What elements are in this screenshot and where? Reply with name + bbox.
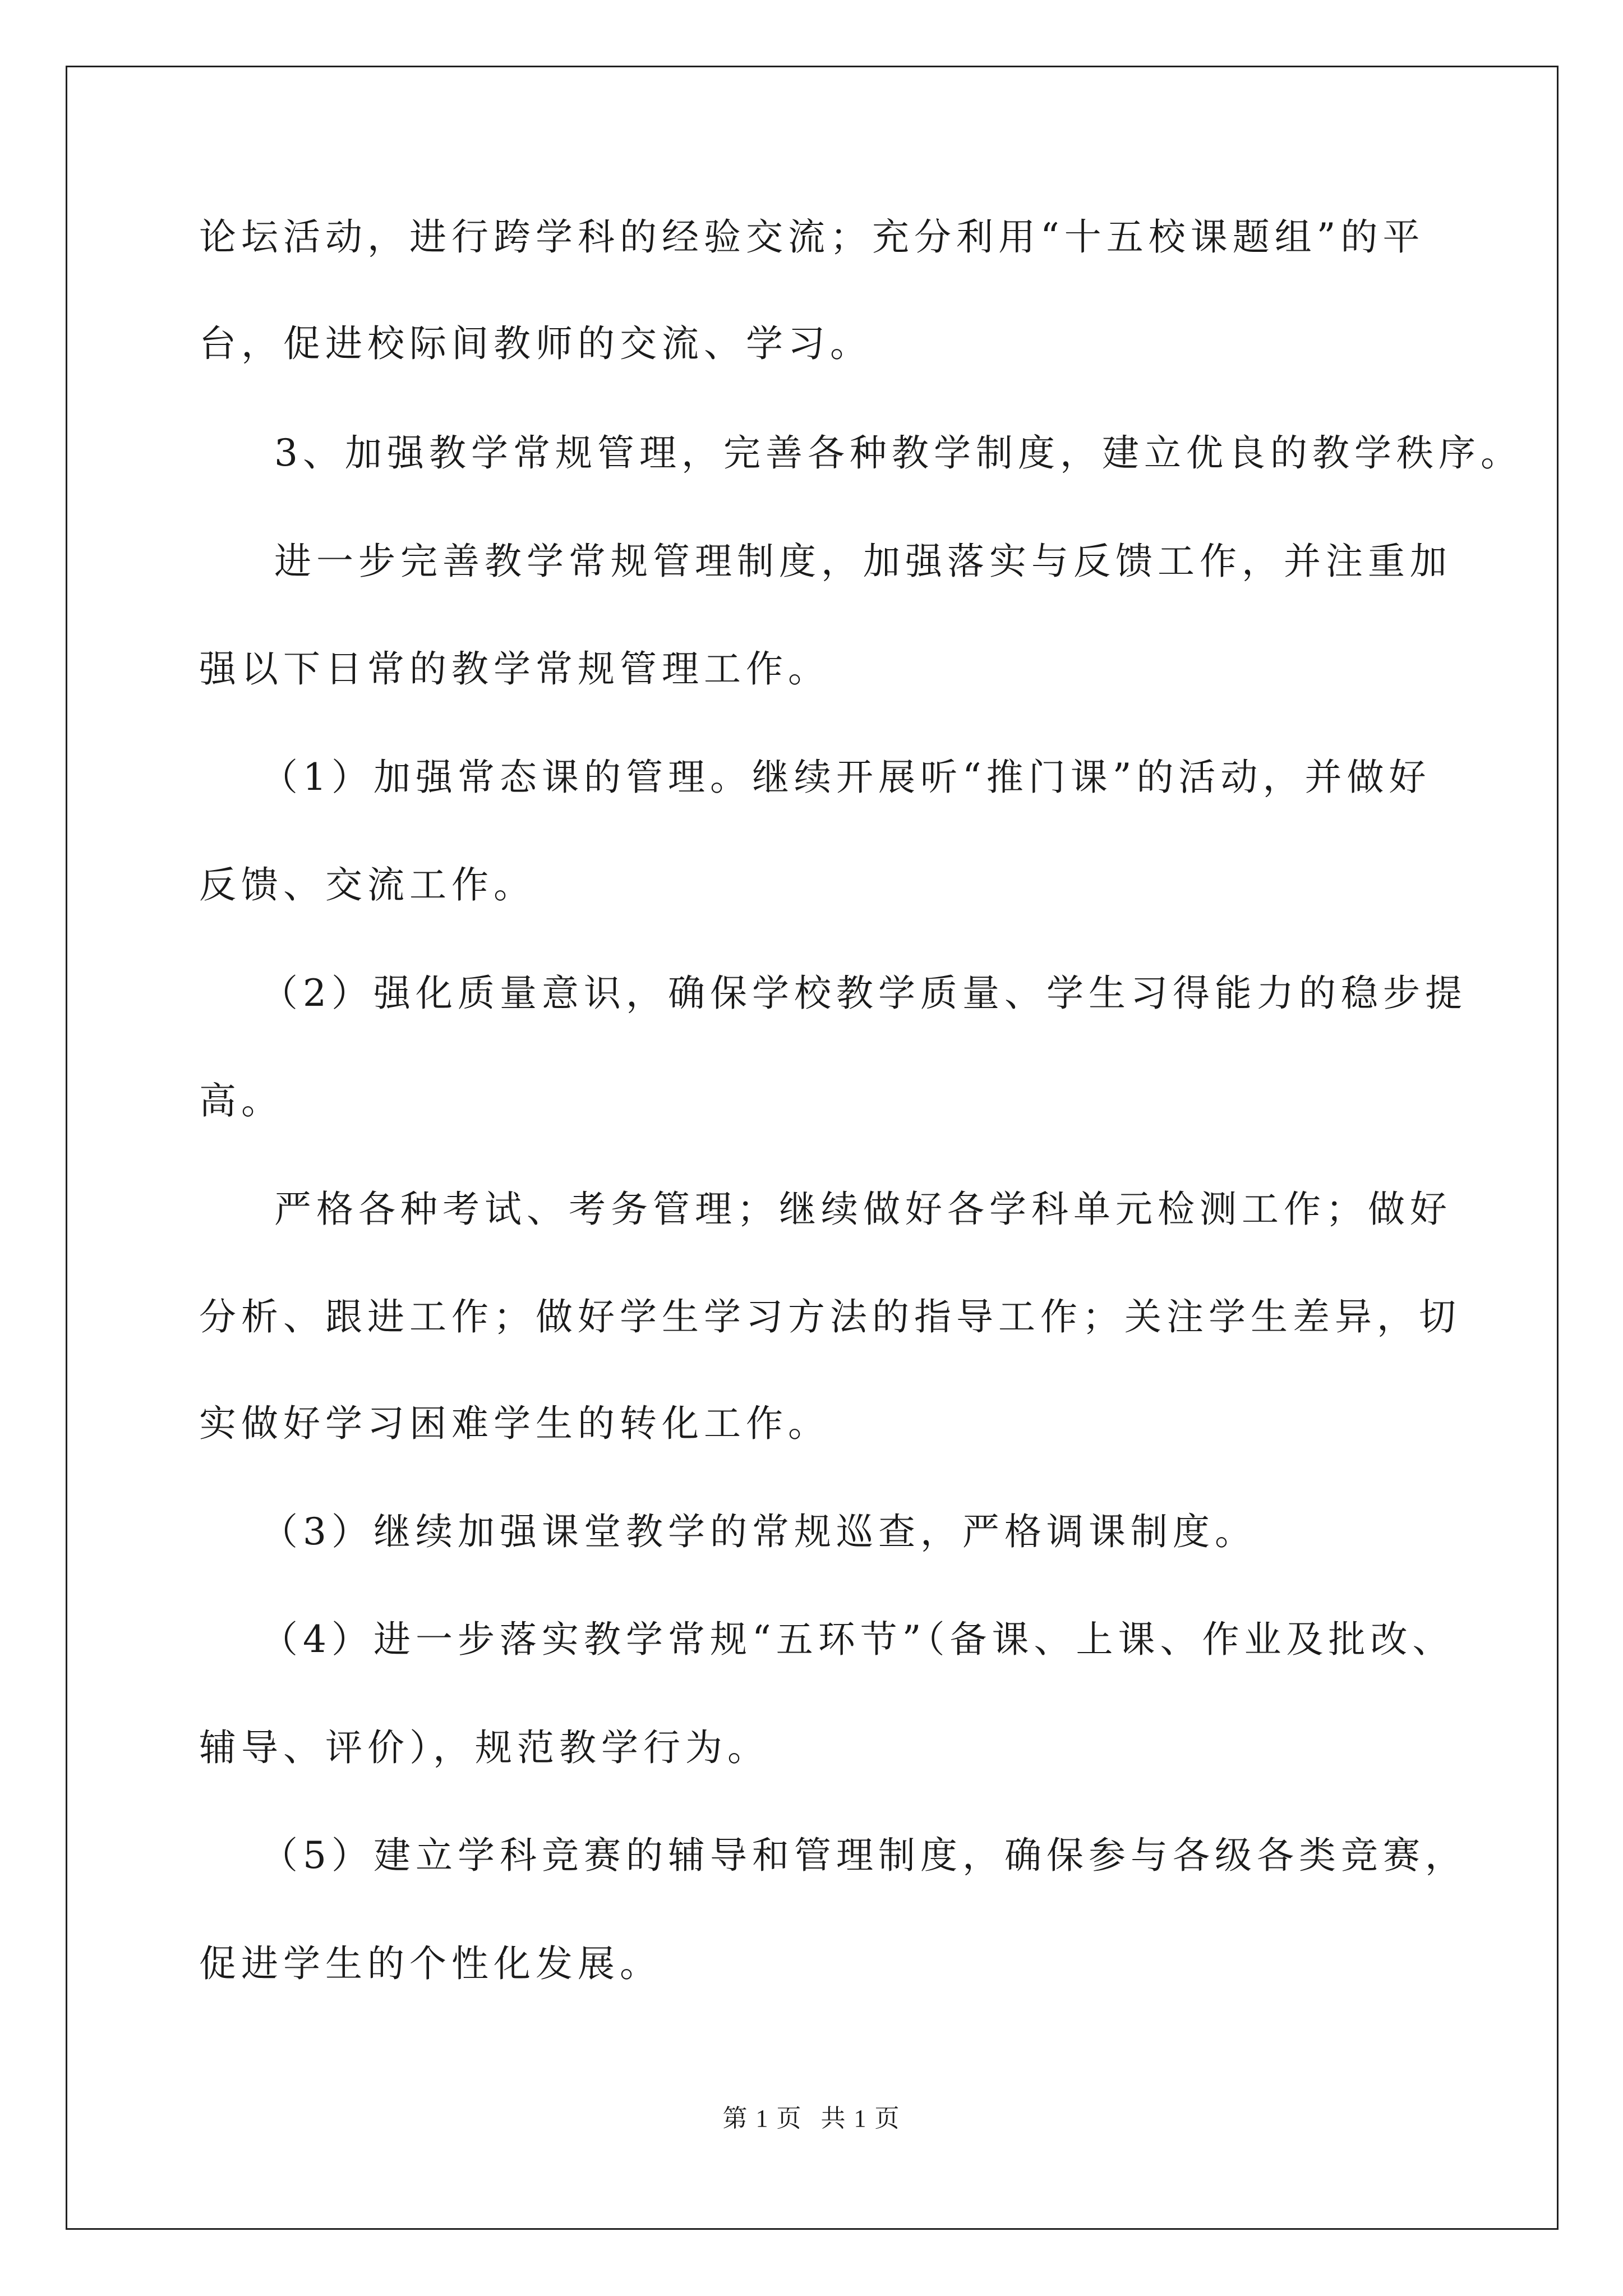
page-number: 第 1 页 xyxy=(722,2105,803,2132)
text-line: 反馈、交流工作。 xyxy=(199,863,536,907)
page-footer xyxy=(0,2098,1623,2134)
page-border xyxy=(66,66,1559,2230)
text-line: 促进学生的个性化发展。 xyxy=(199,1942,662,1985)
text-line: 分析、跟进工作；做好学生学习方法的指导工作；关注学生差异，切 xyxy=(199,1295,1461,1338)
text-line: 论坛活动，进行跨学科的经验交流；充分利用“十五校课题组”的平 xyxy=(199,215,1425,259)
list-item: （2）强化质量意识，确保学校教学质量、学生习得能力的稳步提 xyxy=(261,972,1467,1015)
text-line: 台，促进校际间教师的交流、学习。 xyxy=(199,322,872,365)
section-heading: 3、加强教学常规管理，完善各种教学制度，建立优良的教学秩序。 xyxy=(274,431,1523,475)
text-line: 强以下日常的教学常规管理工作。 xyxy=(199,647,830,691)
text-line: 进一步完善教学常规管理制度，加强落实与反馈工作，并注重加 xyxy=(274,540,1452,583)
text-line: 高。 xyxy=(199,1079,283,1122)
page-total: 共 1 页 xyxy=(820,2105,901,2132)
text-line: 实做好学习困难学生的转化工作。 xyxy=(199,1402,830,1445)
text-line: 辅导、评价），规范教学行为。 xyxy=(199,1726,769,1769)
list-item: （4）进一步落实教学常规“五环节”（备课、上课、作业及批改、 xyxy=(261,1618,1455,1661)
list-item: （1）加强常态课的管理。继续开展听“推门课”的活动，并做好 xyxy=(261,756,1431,799)
list-item: （3）继续加强课堂教学的常规巡查，严格调课制度。 xyxy=(261,1510,1257,1553)
text-line: 严格各种考试、考务管理；继续做好各学科单元检测工作；做好 xyxy=(274,1188,1452,1231)
list-item: （5）建立学科竞赛的辅导和管理制度，确保参与各级各类竞赛， xyxy=(261,1834,1467,1877)
